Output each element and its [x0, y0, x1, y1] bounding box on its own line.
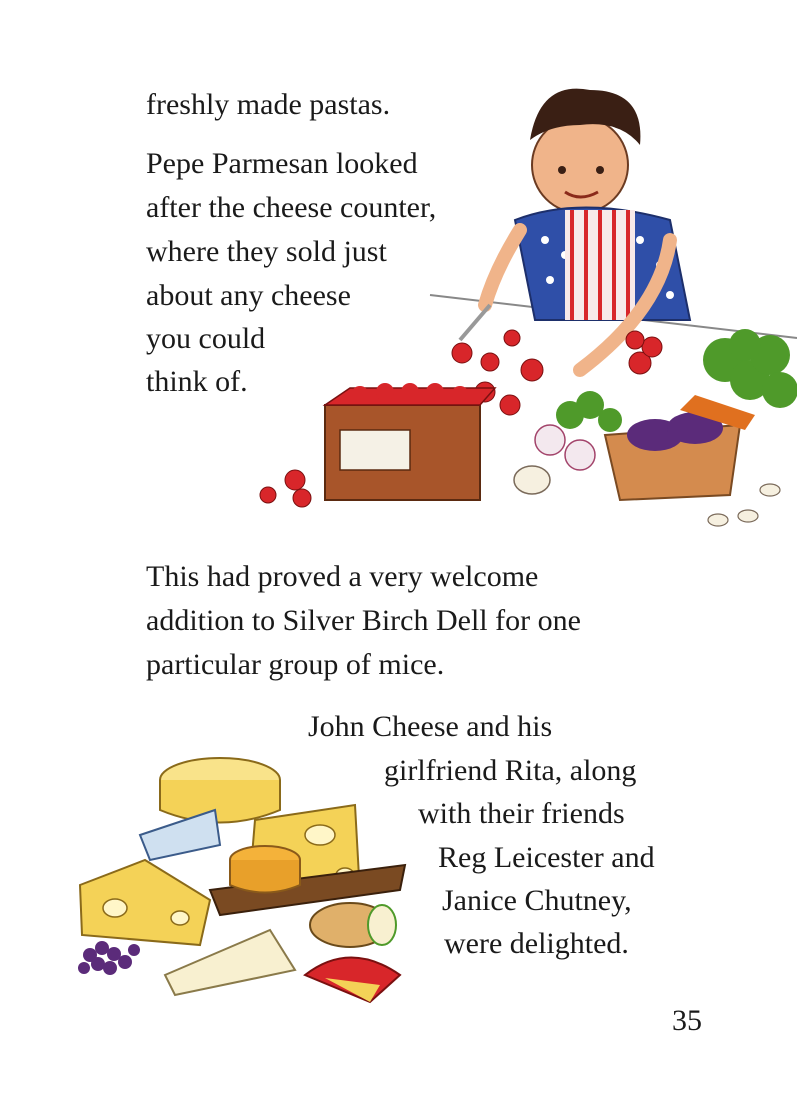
text-line: John Cheese and his: [308, 710, 553, 743]
text-line: addition to Silver Birch Dell for one: [146, 604, 581, 637]
text-line: where they sold just: [146, 235, 387, 268]
text-line: Janice Chutney,: [442, 884, 632, 917]
text-line: were delighted.: [444, 927, 629, 960]
text-line: about any cheese: [146, 279, 351, 312]
text-line: This had proved a very welcome: [146, 560, 539, 593]
text-line: girlfriend Rita, along: [384, 754, 637, 787]
text-line: you could: [146, 322, 266, 355]
text-line: Pepe Parmesan looked: [146, 147, 418, 180]
text-line: think of.: [146, 365, 248, 398]
text-line: freshly made pastas.: [146, 88, 391, 121]
text-line: Reg Leicester and: [438, 841, 655, 874]
text-line: after the cheese counter,: [146, 191, 437, 224]
text-line: with their friends: [418, 797, 625, 830]
text-line: particular group of mice.: [146, 648, 445, 681]
page-number: 35: [672, 1004, 702, 1037]
cheese-platter-illustration: [70, 740, 430, 1010]
shopkeeper-with-vegetables-illustration: [250, 70, 797, 520]
